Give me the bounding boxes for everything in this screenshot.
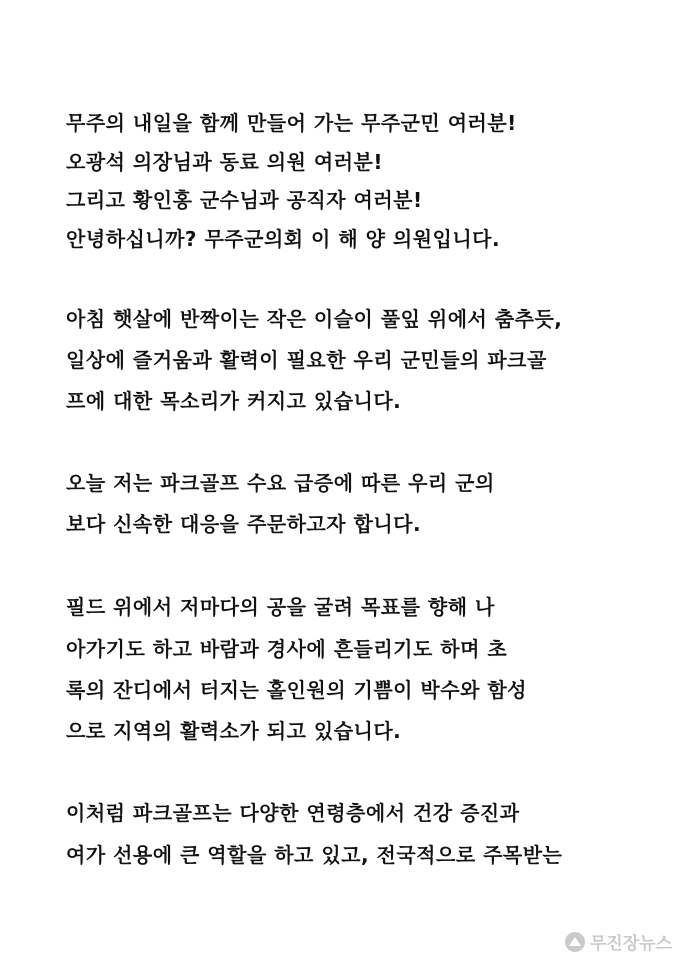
speech-line: 오늘 저는 파크골프 수요 급증에 따른 우리 군의 (66, 471, 495, 495)
speech-line: 이처럼 파크골프는 다양한 연령층에서 건강 증진과 (66, 801, 520, 825)
speech-line: 안녕하십니까? 무주군의회 이 해 양 의원입니다. (66, 227, 501, 251)
speech-line: 아침 햇살에 반짝이는 작은 이슬이 풀잎 위에서 춤추듯, (66, 307, 563, 331)
speech-line: 무주의 내일을 함께 만들어 가는 무주군민 여러분! (66, 111, 517, 135)
speech-line: 아가기도 하고 바람과 경사에 흔들리기도 하며 초 (66, 637, 508, 661)
watermark (565, 929, 672, 954)
speech-line: 보다 신속한 대응을 주문하고자 합니다. (66, 512, 422, 536)
speech-line: 그리고 황인홍 군수님과 공직자 여러분! (66, 188, 423, 212)
speech-line: 으로 지역의 활력소가 되고 있습니다. (66, 719, 402, 743)
mountain-logo-icon (565, 932, 585, 952)
speech-line: 프에 대한 목소리가 커지고 있습니다. (66, 389, 402, 413)
speech-line: 록의 잔디에서 터지는 홀인원의 기쁨이 박수와 함성 (66, 678, 527, 702)
speech-line: 일상에 즐거움과 활력이 필요한 우리 군민들의 파크골 (66, 348, 547, 372)
speech-line: 필드 위에서 저마다의 공을 굴려 목표를 향해 나 (66, 595, 495, 619)
speech-line: 여가 선용에 큰 역할을 하고 있고, 전국적으로 주목받는 (66, 843, 563, 867)
watermark-text: 무진장뉴스 (589, 934, 672, 953)
speech-line: 오광석 의장님과 동료 의원 여러분! (66, 150, 383, 174)
